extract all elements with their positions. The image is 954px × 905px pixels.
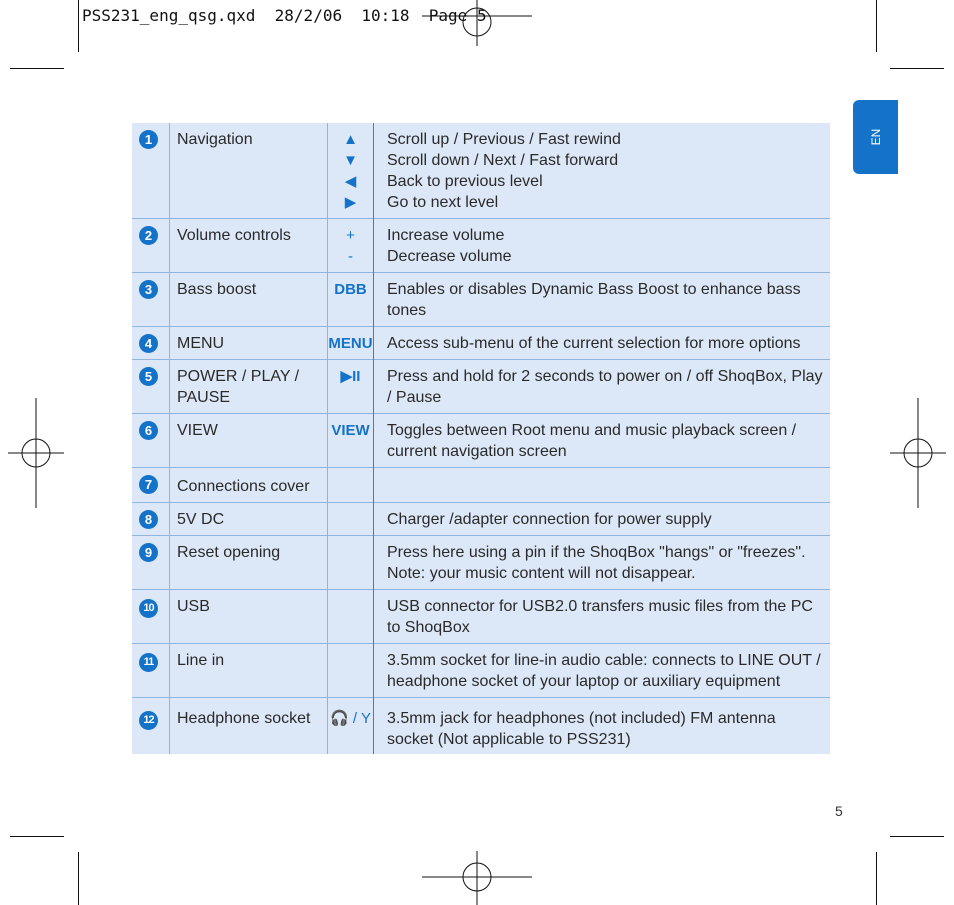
control-symbol-cell — [328, 327, 374, 360]
row-number-cell — [132, 327, 170, 360]
control-symbol-icon: ◀ — [344, 173, 357, 190]
language-tab-label: EN — [868, 128, 883, 146]
row-number-cell — [132, 414, 170, 468]
control-symbol-cell — [328, 644, 374, 698]
language-tab — [853, 100, 898, 174]
print-slug: PSS231_eng_qsg.qxd 28/2/06 10:18 Page 5 — [82, 6, 487, 25]
table-row — [132, 468, 830, 503]
number-badge: 12 — [139, 711, 158, 730]
row-number-cell — [132, 590, 170, 644]
control-symbol-cell — [328, 698, 374, 755]
description-line: USB connector for USB2.0 transfers music files from the PC to ShoqBox — [387, 598, 813, 636]
table-row — [132, 536, 830, 590]
control-name: Bass boost — [170, 273, 328, 327]
table-row — [132, 360, 830, 414]
control-symbol-icon: ▶II — [340, 368, 361, 385]
control-symbol-cell — [328, 360, 374, 414]
control-description — [374, 590, 831, 644]
control-symbol-icon: DBB — [334, 281, 367, 298]
crop-mark — [876, 852, 877, 905]
number-badge: 8 — [139, 510, 158, 529]
control-name: Line in — [170, 644, 328, 698]
row-number-cell — [132, 644, 170, 698]
controls-table — [132, 123, 830, 754]
number-badge: 4 — [139, 334, 158, 353]
control-description — [374, 644, 831, 698]
row-number-cell — [132, 536, 170, 590]
control-symbol-icon: ▼ — [343, 152, 358, 169]
number-badge: 5 — [139, 367, 158, 386]
control-symbol-cell — [328, 503, 374, 536]
control-symbol-cell — [328, 590, 374, 644]
table-row — [132, 123, 830, 219]
control-description — [374, 503, 831, 536]
row-number-cell — [132, 698, 170, 755]
description-line: Back to previous level — [387, 173, 543, 190]
crop-mark — [10, 68, 64, 69]
description-line: Decrease volume — [387, 248, 512, 265]
description-line: Increase volume — [387, 227, 505, 244]
control-name: Reset opening — [170, 536, 328, 590]
number-badge: 2 — [139, 226, 158, 245]
number-badge: 6 — [139, 421, 158, 440]
control-symbol-icon: + — [346, 227, 355, 244]
crop-mark — [10, 836, 64, 837]
row-number-cell — [132, 273, 170, 327]
control-symbol-icon: VIEW — [331, 422, 370, 439]
registration-mark-icon — [890, 398, 946, 508]
control-name: Navigation — [170, 123, 328, 219]
description-line: Go to next level — [387, 194, 499, 211]
description-line: 3.5mm socket for line-in audio cable: connects to LINE OUT / headphone socket of your laptop or auxiliary equipment — [387, 652, 821, 690]
description-line: Enables or disables Dynamic Bass Boost to enhance bass tones — [387, 281, 801, 319]
description-line: Toggles between Root menu and music playback screen / current navigation screen — [387, 422, 797, 460]
crop-mark — [890, 836, 944, 837]
control-symbol-icon: 🎧 / Y — [330, 710, 371, 727]
control-name: Volume controls — [170, 219, 328, 273]
registration-mark-icon — [422, 0, 532, 46]
control-symbol-cell — [328, 536, 374, 590]
control-symbol-cell — [328, 273, 374, 327]
number-badge: 3 — [139, 280, 158, 299]
control-symbol-icon: ▲ — [343, 131, 358, 148]
control-description — [374, 698, 831, 755]
control-symbol-cell — [328, 123, 374, 219]
control-description — [374, 360, 831, 414]
control-name: POWER / PLAY / PAUSE — [170, 360, 328, 414]
control-name: Connections cover — [170, 468, 328, 503]
registration-mark-icon — [422, 851, 532, 905]
number-badge: 9 — [139, 543, 158, 562]
description-line: Charger /adapter connection for power supply — [387, 511, 712, 528]
number-badge: 11 — [139, 653, 158, 672]
row-number-cell — [132, 360, 170, 414]
row-number-cell — [132, 503, 170, 536]
control-name: VIEW — [170, 414, 328, 468]
table-row — [132, 644, 830, 698]
control-symbol-cell — [328, 414, 374, 468]
control-description — [374, 273, 831, 327]
description-line: Press here using a pin if the ShoqBox "hangs" or "freezes". Note: your music content will not disappear. — [387, 544, 806, 582]
crop-mark — [890, 68, 944, 69]
row-number-cell — [132, 219, 170, 273]
crop-mark — [876, 0, 877, 52]
control-description — [374, 414, 831, 468]
control-symbol-icon: - — [348, 248, 353, 265]
table-row — [132, 590, 830, 644]
control-description — [374, 536, 831, 590]
description-line: Access sub-menu of the current selection for more options — [387, 335, 801, 352]
number-badge: 1 — [139, 130, 158, 149]
description-line: Scroll down / Next / Fast forward — [387, 152, 619, 169]
crop-mark — [78, 852, 79, 905]
control-name: Headphone socket — [170, 698, 328, 755]
table-row — [132, 273, 830, 327]
registration-mark-icon — [8, 398, 64, 508]
table-row — [132, 503, 830, 536]
row-number-cell — [132, 468, 170, 503]
control-name: MENU — [170, 327, 328, 360]
table-row — [132, 219, 830, 273]
control-description — [374, 468, 831, 503]
number-badge: 7 — [139, 475, 158, 494]
table-row — [132, 698, 830, 755]
control-name: 5V DC — [170, 503, 328, 536]
number-badge: 10 — [139, 599, 158, 618]
control-symbol-icon: MENU — [328, 335, 373, 352]
table-row — [132, 327, 830, 360]
description-line: Press and hold for 2 seconds to power on / off ShoqBox, Play / Pause — [387, 368, 823, 406]
control-description — [374, 327, 831, 360]
description-line: Scroll up / Previous / Fast rewind — [387, 131, 621, 148]
control-symbol-cell — [328, 219, 374, 273]
page-number: 5 — [835, 803, 843, 819]
control-name: USB — [170, 590, 328, 644]
description-line: 3.5mm jack for headphones (not included) FM antenna socket (Not applicable to PSS231) — [387, 710, 776, 748]
table-row — [132, 414, 830, 468]
crop-mark — [78, 0, 79, 52]
row-number-cell — [132, 123, 170, 219]
control-symbol-cell — [328, 468, 374, 503]
control-description — [374, 123, 831, 219]
control-symbol-icon: ▶ — [344, 194, 357, 211]
control-description — [374, 219, 831, 273]
